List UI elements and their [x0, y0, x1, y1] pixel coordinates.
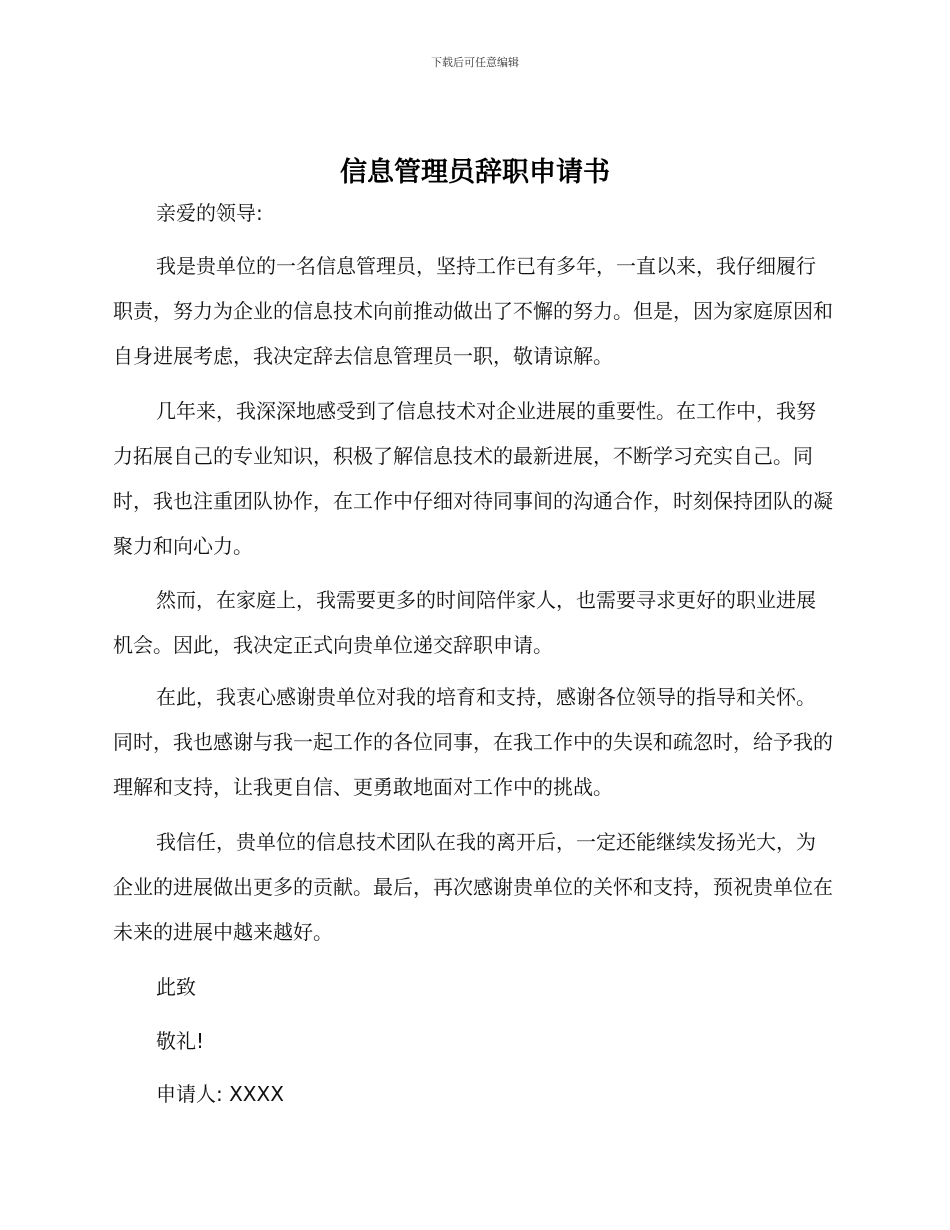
salutation: 亲爱的领导:	[156, 201, 263, 225]
paragraph-1: 我是贵单位的一名信息管理员，坚持工作已有多年，一直以来，我仔细履行职责，努力为企业的信息技术向前推动做出了不懈的努力。但是，因为家庭原因和自身进展考虑，我决定辞去信息管理员一职，敬请谅解。	[113, 254, 833, 368]
closing-line: 此致	[156, 975, 196, 999]
header-note: 下载后可任意编辑	[431, 56, 519, 69]
paragraph-2: 几年来，我深深地感受到了信息技术对企业进展的重要性。在工作中，我努力拓展自己的专业知识，积极了解信息技术的最新进展，不断学习充实自己。同时，我也注重团队协作，在工作中仔细对待同事间的沟通合作，时刻保持团队的凝聚力和向心力。	[113, 399, 833, 558]
paragraph-5: 我信任，贵单位的信息技术团队在我的离开后，一定还能继续发扬光大，为企业的进展做出更多的贡献。最后，再次感谢贵单位的关怀和支持，预祝贵单位在未来的进展中越来越好。	[113, 830, 833, 944]
signature-line: 申请人: XXXX	[156, 1082, 284, 1106]
paragraph-4: 在此，我衷心感谢贵单位对我的培育和支持，感谢各位领导的指导和关怀。同时，我也感谢与我一起工作的各位同事，在我工作中的失误和疏忽时，给予我的理解和支持，让我更自信、更勇敢地面对工作中的挑战。	[113, 685, 833, 799]
document-title: 信息管理员辞职申请书	[340, 157, 610, 188]
regards-line: 敬礼!	[156, 1029, 205, 1053]
paragraph-3: 然而，在家庭上，我需要更多的时间陪伴家人，也需要寻求更好的职业进展机会。因此，我决定正式向贵单位递交辞职申请。	[113, 588, 816, 657]
